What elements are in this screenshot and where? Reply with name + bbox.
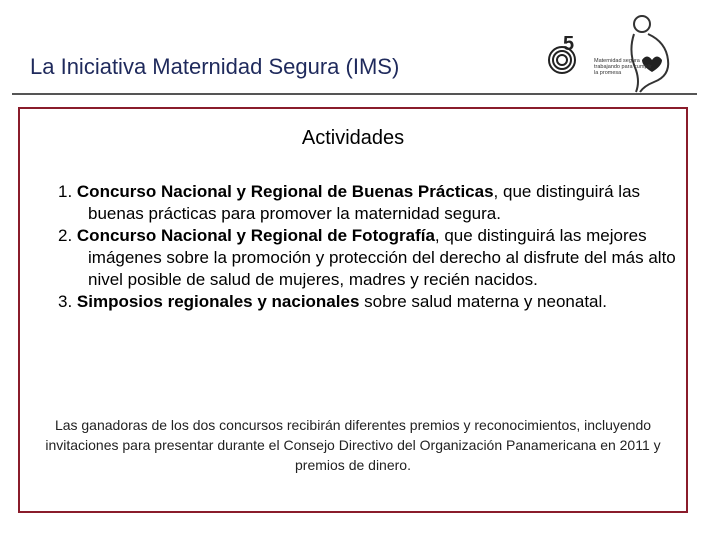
activity-item	[58, 181, 678, 225]
title-divider	[12, 93, 697, 95]
activity-title: Simposios regionales y nacionales	[76, 292, 360, 311]
safe-motherhood-logo	[540, 12, 712, 94]
activities-list	[58, 181, 678, 313]
activity-number: 2.	[58, 226, 77, 245]
logo-numeral: 5	[563, 33, 575, 55]
activity-title: Concurso Nacional y Regional de Fotografía	[76, 226, 435, 245]
slide-title: La Iniciativa Maternidad Segura (IMS)	[30, 54, 400, 79]
activity-description: , que distinguirá las mejores imágenes sobre la promoción y protección del derecho al disfrute del más alto nivel posible de salud de mujeres, madres y recién nacidos.	[88, 226, 676, 289]
activity-item	[58, 291, 678, 313]
activities-heading: Actividades	[301, 127, 405, 149]
activity-description: , que distinguirá las buenas prácticas para promover la maternidad segura.	[88, 182, 641, 223]
activity-title: Concurso Nacional y Regional de Buenas Prácticas	[76, 182, 494, 201]
activity-number: 3.	[58, 292, 77, 311]
mother-figure-icon	[631, 16, 668, 92]
logo-tagline: Maternidad segura trabajando para cumplir la promesa	[594, 58, 652, 76]
activity-description: sobre salud materna y neonatal.	[359, 292, 608, 311]
activity-item	[58, 225, 678, 291]
activity-number: 1.	[58, 182, 77, 201]
prizes-note: Las ganadoras de los dos concursos recibirán diferentes premios y reconocimientos, incluyendo invitaciones para presentar durante el Consejo Directivo del Organización Panamericana en 2011 y premios de dinero.	[45, 417, 661, 473]
content-box	[18, 107, 688, 513]
